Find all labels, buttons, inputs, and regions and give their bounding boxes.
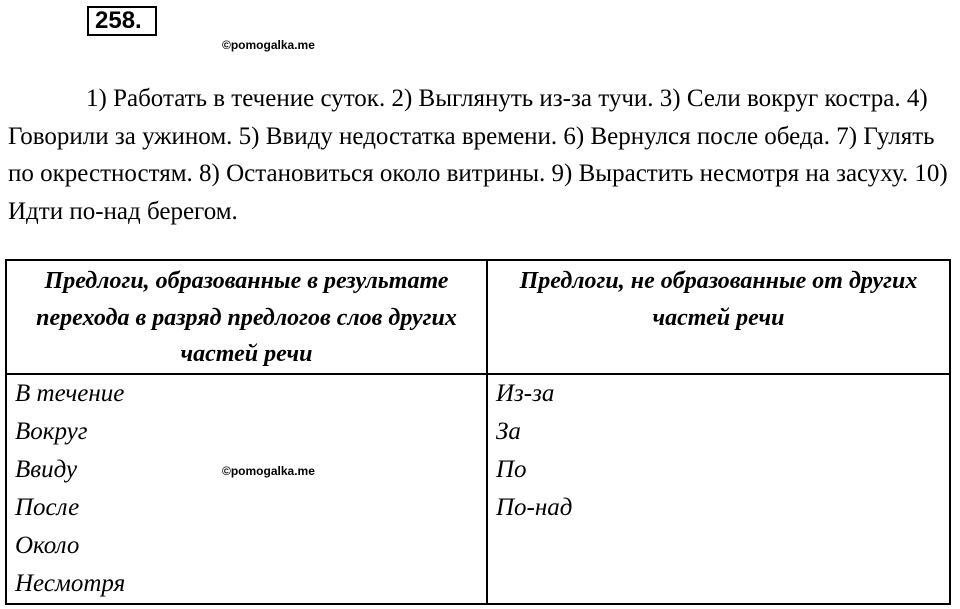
table-header-row — [6, 260, 950, 374]
exercise-number: 258. — [87, 6, 157, 36]
list-item: Ввиду — [15, 456, 78, 483]
list-item: По — [496, 456, 527, 483]
list-item: По-над — [496, 494, 573, 521]
list-item: Несмотря — [15, 570, 126, 597]
list-item: Из-за — [496, 380, 555, 407]
list-item: Вокруг — [15, 418, 88, 445]
exercise-text: 1) Работать в течение суток. 2) Выглянуть из-за тучи. 3) Сели вокруг костра. 4) Говорили за ужином. 5) Ввиду недостатка времени. 6) Вернулся после обеда. 7) Гулять по окрестностям. 8) Остановиться около витрины. 9) Вырастить несмотря на засуху. 10) Идти по-над берегом. — [8, 85, 948, 225]
watermark-top: ©pomogalka.me — [222, 38, 315, 52]
prepositions-table — [5, 259, 951, 605]
header-primary-prepositions: Предлоги, не образованные от других частей речи — [487, 260, 950, 374]
list-item: Около — [15, 532, 80, 559]
watermark-middle: ©pomogalka.me — [222, 464, 315, 478]
header-derived-prepositions: Предлоги, образованные в результате перехода в разряд предлогов слов других частей речи — [6, 260, 487, 374]
list-item: После — [15, 494, 80, 521]
list-item: В течение — [15, 380, 125, 407]
list-item: За — [496, 418, 521, 445]
table-row — [6, 374, 950, 604]
primary-prepositions-cell — [487, 374, 950, 604]
derived-prepositions-cell — [6, 374, 487, 604]
